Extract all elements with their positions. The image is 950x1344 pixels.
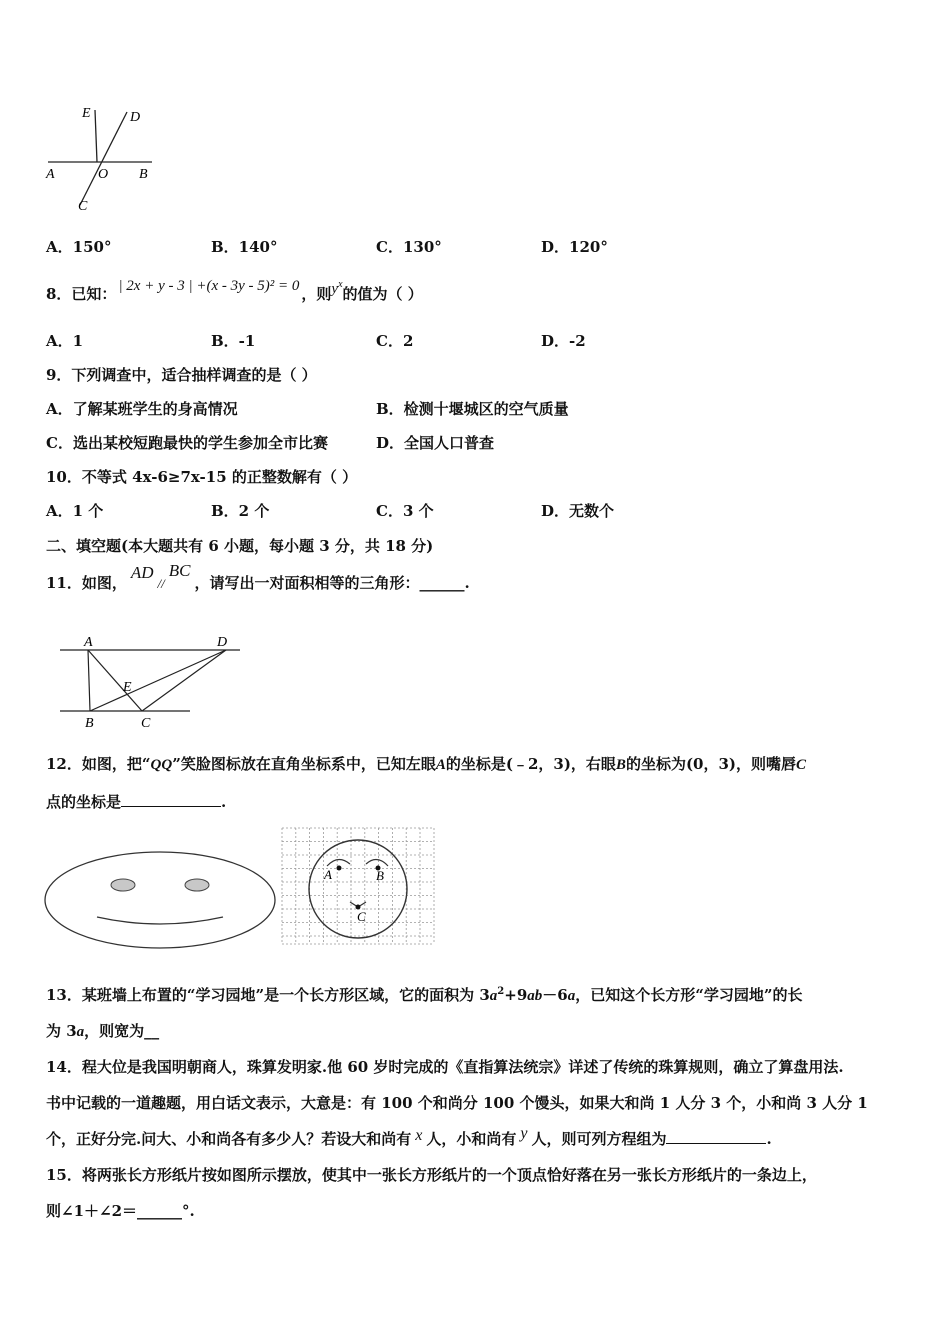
right-eye: [185, 879, 209, 891]
segment-ab: [88, 650, 90, 711]
q12-line2: [46, 791, 226, 812]
face-outline: [45, 852, 275, 948]
q9-option-b: B．检测十堰城区的空气质量: [376, 400, 569, 418]
q11-prefix: 11．如图，: [46, 574, 127, 592]
q13-stem: [46, 984, 802, 1005]
q8-option-a: A．1: [46, 332, 84, 350]
q14-x: x: [415, 1127, 423, 1144]
label-a: A: [46, 167, 55, 182]
q12-grid-figure: [280, 826, 438, 948]
label-a: A: [324, 867, 332, 882]
q12-c: C: [796, 757, 807, 773]
q14-y: y: [520, 1125, 528, 1142]
q13-p2: +9: [504, 986, 528, 1004]
q14-line3: [46, 1125, 772, 1149]
q12-smiley-left: [40, 845, 280, 955]
q14-line3c: 人，则可列方程组为: [531, 1130, 667, 1148]
q15-line2: 则∠1＋∠2＝______°.: [46, 1202, 195, 1220]
q13-a2: a: [567, 988, 576, 1004]
segment-bd: [90, 650, 226, 711]
q11-parallel: //: [157, 576, 165, 591]
q12-p3: 的坐标是(﹣2，3)，右眼: [445, 755, 616, 773]
q14-line3a: 个，正好分完.问大、小和尚各有多少人？若设大和尚有: [46, 1130, 412, 1148]
q9-option-c: C．选出某校短跑最快的学生参加全市比赛: [46, 434, 328, 452]
q12-answer-blank: [121, 792, 221, 807]
q9-stem: 9．下列调查中，适合抽样调查的是（ ）: [46, 366, 317, 384]
q13-a3: a: [76, 1024, 85, 1040]
q11-bc: BC: [168, 561, 191, 580]
q12-qq: QQ: [150, 757, 173, 773]
q13-p1: 13．某班墙上布置的“学习园地”是一个长方形区域，它的面积为 3: [46, 986, 490, 1004]
label-b: B: [376, 868, 384, 883]
q13-p4: ，已知这个长方形“学习园地”的长: [575, 986, 803, 1004]
q9-option-a: A．了解某班学生的身高情况: [46, 400, 238, 418]
point-a: [337, 866, 342, 871]
q14-line3d: .: [766, 1130, 772, 1148]
q8-power-exp: x: [338, 279, 343, 290]
q12-stem: [46, 753, 806, 774]
label-b: B: [85, 716, 94, 731]
q10-option-c: C．3 个: [376, 502, 434, 520]
segment-ac: [88, 650, 142, 711]
q8-suffix: 的值为（ ）: [342, 285, 423, 303]
label-c: C: [78, 199, 88, 214]
q13-sup: 2: [497, 986, 505, 997]
q11-figure: [50, 628, 250, 734]
label-b: B: [139, 167, 148, 182]
q9-option-d: D．全国人口普查: [376, 434, 495, 452]
q11-stem: [46, 561, 470, 593]
grid: [282, 828, 434, 944]
q8-option-b: B．-1: [211, 332, 256, 350]
q12-b: B: [615, 757, 626, 773]
label-a: A: [84, 635, 93, 650]
left-eye: [111, 879, 135, 891]
left-brow: [327, 859, 350, 866]
q8-prefix: 8．已知：: [46, 285, 117, 303]
q13-a1: a: [489, 988, 498, 1004]
right-brow: [366, 859, 388, 866]
q11-suffix: ，请写出一对面积相等的三角形：______.: [194, 574, 470, 592]
q7-option-a: A．150°: [46, 238, 112, 256]
q8-option-c: C．2: [376, 332, 414, 350]
q12-line2-text: 点的坐标是: [46, 793, 122, 811]
section2-title: 二、填空题(本大题共有 6 小题，每小题 3 分，共 18 分): [46, 537, 434, 555]
q7-option-c: C．130°: [376, 238, 442, 256]
q8-stem: [46, 278, 423, 304]
q15-line1: 15．将两张长方形纸片按如图所示摆放，使其中一张长方形纸片的一个顶点恰好落在另一张长方形纸片的一条边上，: [46, 1166, 817, 1184]
q10-option-a: A．1 个: [46, 502, 104, 520]
q8-option-d: D．-2: [541, 332, 586, 350]
line-oe: [95, 110, 97, 162]
q13-line2: [46, 1020, 159, 1041]
label-c: C: [357, 909, 366, 924]
label-e: E: [123, 680, 132, 695]
q13-ab: ab: [527, 988, 543, 1004]
q12-a: A: [435, 757, 446, 773]
label-o: O: [98, 167, 109, 182]
q10-option-d: D．无数个: [541, 502, 615, 520]
q14-line2: 书中记载的一道趣题，用白话文表示，大意是：有 100 个和尚分 100 个馒头，如果大和尚 1 人分 3 个，小和尚 3 人分 1: [46, 1094, 868, 1112]
q12-p2: ”笑脸图标放在直角坐标系中，已知左眼: [172, 755, 436, 773]
label-d: D: [130, 110, 141, 125]
q12-line2-end: .: [221, 793, 227, 811]
q7-figure: [40, 100, 160, 220]
q7-option-d: D．120°: [541, 238, 608, 256]
q8-power-base: y: [331, 281, 339, 297]
q12-p4: 的坐标为(0，3)，则嘴唇: [625, 755, 797, 773]
q10-option-b: B．2 个: [211, 502, 270, 520]
mouth: [97, 917, 223, 924]
q13-line2a: 为 3: [46, 1022, 77, 1040]
q10-stem: 10．不等式 4x-6≥7x-15 的正整数解有（ ）: [46, 468, 358, 486]
q14-line3b: 人，小和尚有: [426, 1130, 517, 1148]
q12-p1: 12．如图，把“: [46, 755, 151, 773]
label-d: D: [217, 635, 228, 650]
q14-line1: 14．程大位是我国明朝商人，珠算发明家.他 60 岁时完成的《直指算法统宗》详述了传统的珠算规则，确立了算盘用法.: [46, 1058, 844, 1076]
q14-answer-blank: [666, 1129, 766, 1144]
label-e: E: [82, 106, 91, 121]
segment-cd: [142, 650, 226, 711]
line-cd: [80, 112, 127, 205]
label-c: C: [141, 716, 151, 731]
q8-formula: | 2x + y - 3 | +(x - 3y - 5)² = 0: [118, 278, 300, 294]
q13-p3: －6: [542, 986, 568, 1004]
q7-option-b: B．140°: [211, 238, 278, 256]
q8-mid: ，则: [301, 285, 332, 303]
q13-line2b: ，则宽为__: [84, 1022, 160, 1040]
q11-ad: AD: [130, 563, 154, 582]
